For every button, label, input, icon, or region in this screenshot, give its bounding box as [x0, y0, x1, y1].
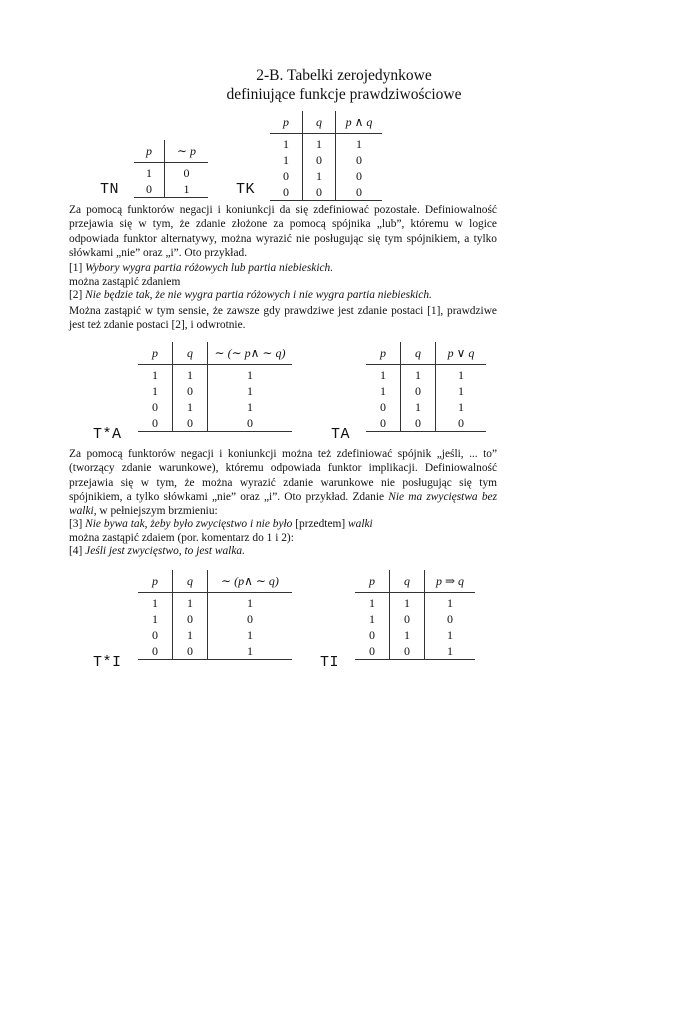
example-1-text: Wybory wygra partia różowych lub partia niebieskich.	[85, 262, 334, 274]
table-cell: 0	[173, 643, 208, 660]
label-tn: TN	[100, 181, 120, 198]
header-cell: q	[303, 111, 336, 134]
example-3-part-a: Nie bywa tak, żeby było zwycięstwo i nie było	[85, 518, 293, 530]
table-cell: 1	[283, 136, 289, 151]
table-row	[366, 399, 486, 415]
table-row	[366, 383, 486, 399]
example-1	[69, 261, 333, 275]
table-cell: 1	[303, 168, 336, 184]
table-row	[138, 643, 292, 660]
paragraph-3-italic: Nie ma zwycięstwa bez walki	[69, 490, 497, 518]
replace-text-1: można zastąpić zdaniem	[69, 276, 181, 288]
table-row	[138, 383, 292, 399]
header-cell: p	[138, 570, 173, 593]
example-2-text: Nie będzie tak, że nie wygra partia różowych i nie wygra partia niebieskich.	[85, 289, 432, 301]
header-cell: p	[355, 570, 390, 593]
table-row	[134, 181, 208, 198]
table-row	[138, 611, 292, 627]
example-4-number: [4]	[69, 545, 83, 557]
table-cell: 0	[390, 643, 425, 660]
table-cell: 1	[401, 365, 436, 384]
table-cell: 0	[165, 163, 209, 182]
table-cell: 0	[152, 627, 158, 642]
table-row	[355, 593, 475, 612]
header-cell: p	[366, 342, 401, 365]
table-cell: 0	[270, 184, 303, 201]
table-cell: 1	[425, 627, 476, 643]
truth-table-implication	[355, 570, 475, 660]
table-cell: 0	[380, 399, 386, 414]
table-cell: 0	[173, 415, 208, 432]
table-cell: 1	[401, 399, 436, 415]
table-row	[138, 399, 292, 415]
header-cell: q	[173, 570, 208, 593]
example-3-part-c: walki	[348, 518, 373, 530]
replace-text-2: można zastąpić zdaiem (por. komentarz do 1 i 2):	[69, 532, 294, 544]
label-tsa: T*A	[93, 426, 122, 443]
table-cell: 0	[401, 415, 436, 432]
table-cell: 1	[173, 593, 208, 612]
truth-table-implication-defined	[138, 570, 292, 660]
header-cell: p ⇒ q	[425, 570, 476, 593]
table-row	[366, 365, 486, 384]
header-cell: q	[401, 342, 436, 365]
table-row	[138, 415, 292, 432]
page-title	[0, 66, 683, 104]
header-cell: ∼ (∼ p∧ ∼ q)	[208, 342, 293, 365]
table-cell: 1	[208, 365, 293, 384]
paragraph-3-end: , w pełniejszym brzmieniu:	[93, 505, 218, 518]
paragraph-3	[69, 447, 497, 518]
table-cell: 1	[208, 593, 293, 612]
truth-table-conjunction	[270, 111, 382, 201]
table-row	[270, 184, 382, 201]
label-tsi: T*I	[93, 654, 122, 671]
table-cell: 1	[369, 611, 375, 626]
table-cell: 0	[436, 415, 487, 432]
table-cell: 0	[336, 184, 383, 201]
table-row	[134, 163, 208, 182]
table-row	[138, 365, 292, 384]
example-4-text: Jeśli jest zwycięstwo, to jest walka.	[85, 545, 245, 557]
header-cell: ∼ (p∧ ∼ q)	[208, 570, 293, 593]
truth-table-alternative	[366, 342, 486, 432]
table-row	[366, 415, 486, 432]
table-cell: 0	[355, 643, 390, 660]
table-cell: 1	[173, 399, 208, 415]
table-cell: 0	[336, 168, 383, 184]
title-line-1: 2-B. Tabelki zerojedynkowe	[256, 67, 432, 84]
table-cell: 0	[152, 399, 158, 414]
example-4	[69, 544, 245, 558]
table-cell: 0	[369, 627, 375, 642]
header-cell: p ∧ q	[336, 111, 383, 134]
example-3-number: [3]	[69, 518, 83, 530]
header-cell: ∼ p	[165, 140, 209, 163]
table-row	[138, 627, 292, 643]
table-cell: 1	[436, 399, 487, 415]
example-2	[69, 288, 432, 302]
table-cell: 1	[208, 383, 293, 399]
table-cell: 0	[208, 611, 293, 627]
example-3	[69, 517, 373, 531]
example-2-number: [2]	[69, 289, 83, 301]
example-1-number: [1]	[69, 262, 83, 274]
paragraph-3-main: Za pomocą funktorów negacji i koniunkcji można też zdefiniować spójnik „jeśli, ... to” (tworzący zdanie warunkowe), któremu odpowiada funktor implikacji. Definiowalność przejawia się w tym, że można wyrazić zdanie warunkowe nie posługując się tym spójnikiem, a tylko słówkami „nie” oraz „i”. Oto przykład. Zdanie	[69, 448, 497, 503]
paragraph-2: Można zastąpić w tym sensie, że zawsze gdy prawdziwe jest zdanie postaci [1], prawdziwe jest też zdanie postaci [2], i odwrotnie.	[69, 305, 497, 332]
title-line-2: definiujące funkcje prawdziwościowe	[226, 86, 462, 103]
table-cell: 1	[436, 383, 487, 399]
table-row	[355, 643, 475, 660]
header-cell: p	[134, 140, 165, 163]
table-cell: 1	[380, 383, 386, 398]
table-cell: 0	[283, 168, 289, 183]
table-row	[138, 593, 292, 612]
table-cell: 1	[369, 595, 375, 610]
table-cell: 0	[366, 415, 401, 432]
header-cell: p	[138, 342, 173, 365]
table-cell: 0	[208, 415, 293, 432]
header-cell: p ∨ q	[436, 342, 487, 365]
table-row	[270, 152, 382, 168]
header-cell: q	[390, 570, 425, 593]
table-row	[355, 611, 475, 627]
table-cell: 0	[173, 383, 208, 399]
table-cell: 1	[173, 627, 208, 643]
table-cell: 0	[336, 152, 383, 168]
table-cell: 0	[425, 611, 476, 627]
table-row	[270, 168, 382, 184]
table-cell: 0	[303, 152, 336, 168]
table-row	[270, 134, 382, 153]
table-cell: 1	[165, 181, 209, 198]
table-cell: 1	[380, 367, 386, 382]
table-cell: 1	[303, 134, 336, 153]
table-cell: 1	[425, 643, 476, 660]
table-cell: 0	[401, 383, 436, 399]
table-cell: 0	[134, 181, 165, 198]
table-cell: 1	[152, 367, 158, 382]
table-cell: 1	[283, 152, 289, 167]
table-cell: 1	[336, 134, 383, 153]
header-cell: p	[270, 111, 303, 134]
label-ta: TA	[331, 426, 351, 443]
table-cell: 1	[152, 383, 158, 398]
table-cell: 1	[173, 365, 208, 384]
label-tk: TK	[236, 181, 256, 198]
table-cell: 1	[390, 593, 425, 612]
table-cell: 0	[138, 643, 173, 660]
table-cell: 0	[303, 184, 336, 201]
header-cell: q	[173, 342, 208, 365]
table-cell: 1	[208, 627, 293, 643]
example-3-part-b: [przedtem]	[295, 518, 346, 530]
table-cell: 0	[138, 415, 173, 432]
table-cell: 1	[146, 165, 152, 180]
table-cell: 1	[425, 593, 476, 612]
truth-table-negation	[134, 140, 208, 198]
truth-table-alternative-defined	[138, 342, 292, 432]
table-row	[355, 627, 475, 643]
table-cell: 1	[152, 595, 158, 610]
table-cell: 1	[208, 643, 293, 660]
table-cell: 1	[208, 399, 293, 415]
label-ti: TI	[320, 654, 340, 671]
table-cell: 1	[152, 611, 158, 626]
table-cell: 0	[173, 611, 208, 627]
table-cell: 1	[390, 627, 425, 643]
table-cell: 1	[436, 365, 487, 384]
paragraph-1: Za pomocą funktorów negacji i koniunkcji da się zdefiniować pozostałe. Definiowalność przejawia się w tym, że zdanie złożone za pomocą spójnika „lub”, któremu w logice odpowiada funktor alternatywy, można wyrazić nie posługując się tym spójnikiem, a tylko słówkami „nie” oraz „i”. Oto przykład.	[69, 204, 497, 259]
table-cell: 0	[390, 611, 425, 627]
